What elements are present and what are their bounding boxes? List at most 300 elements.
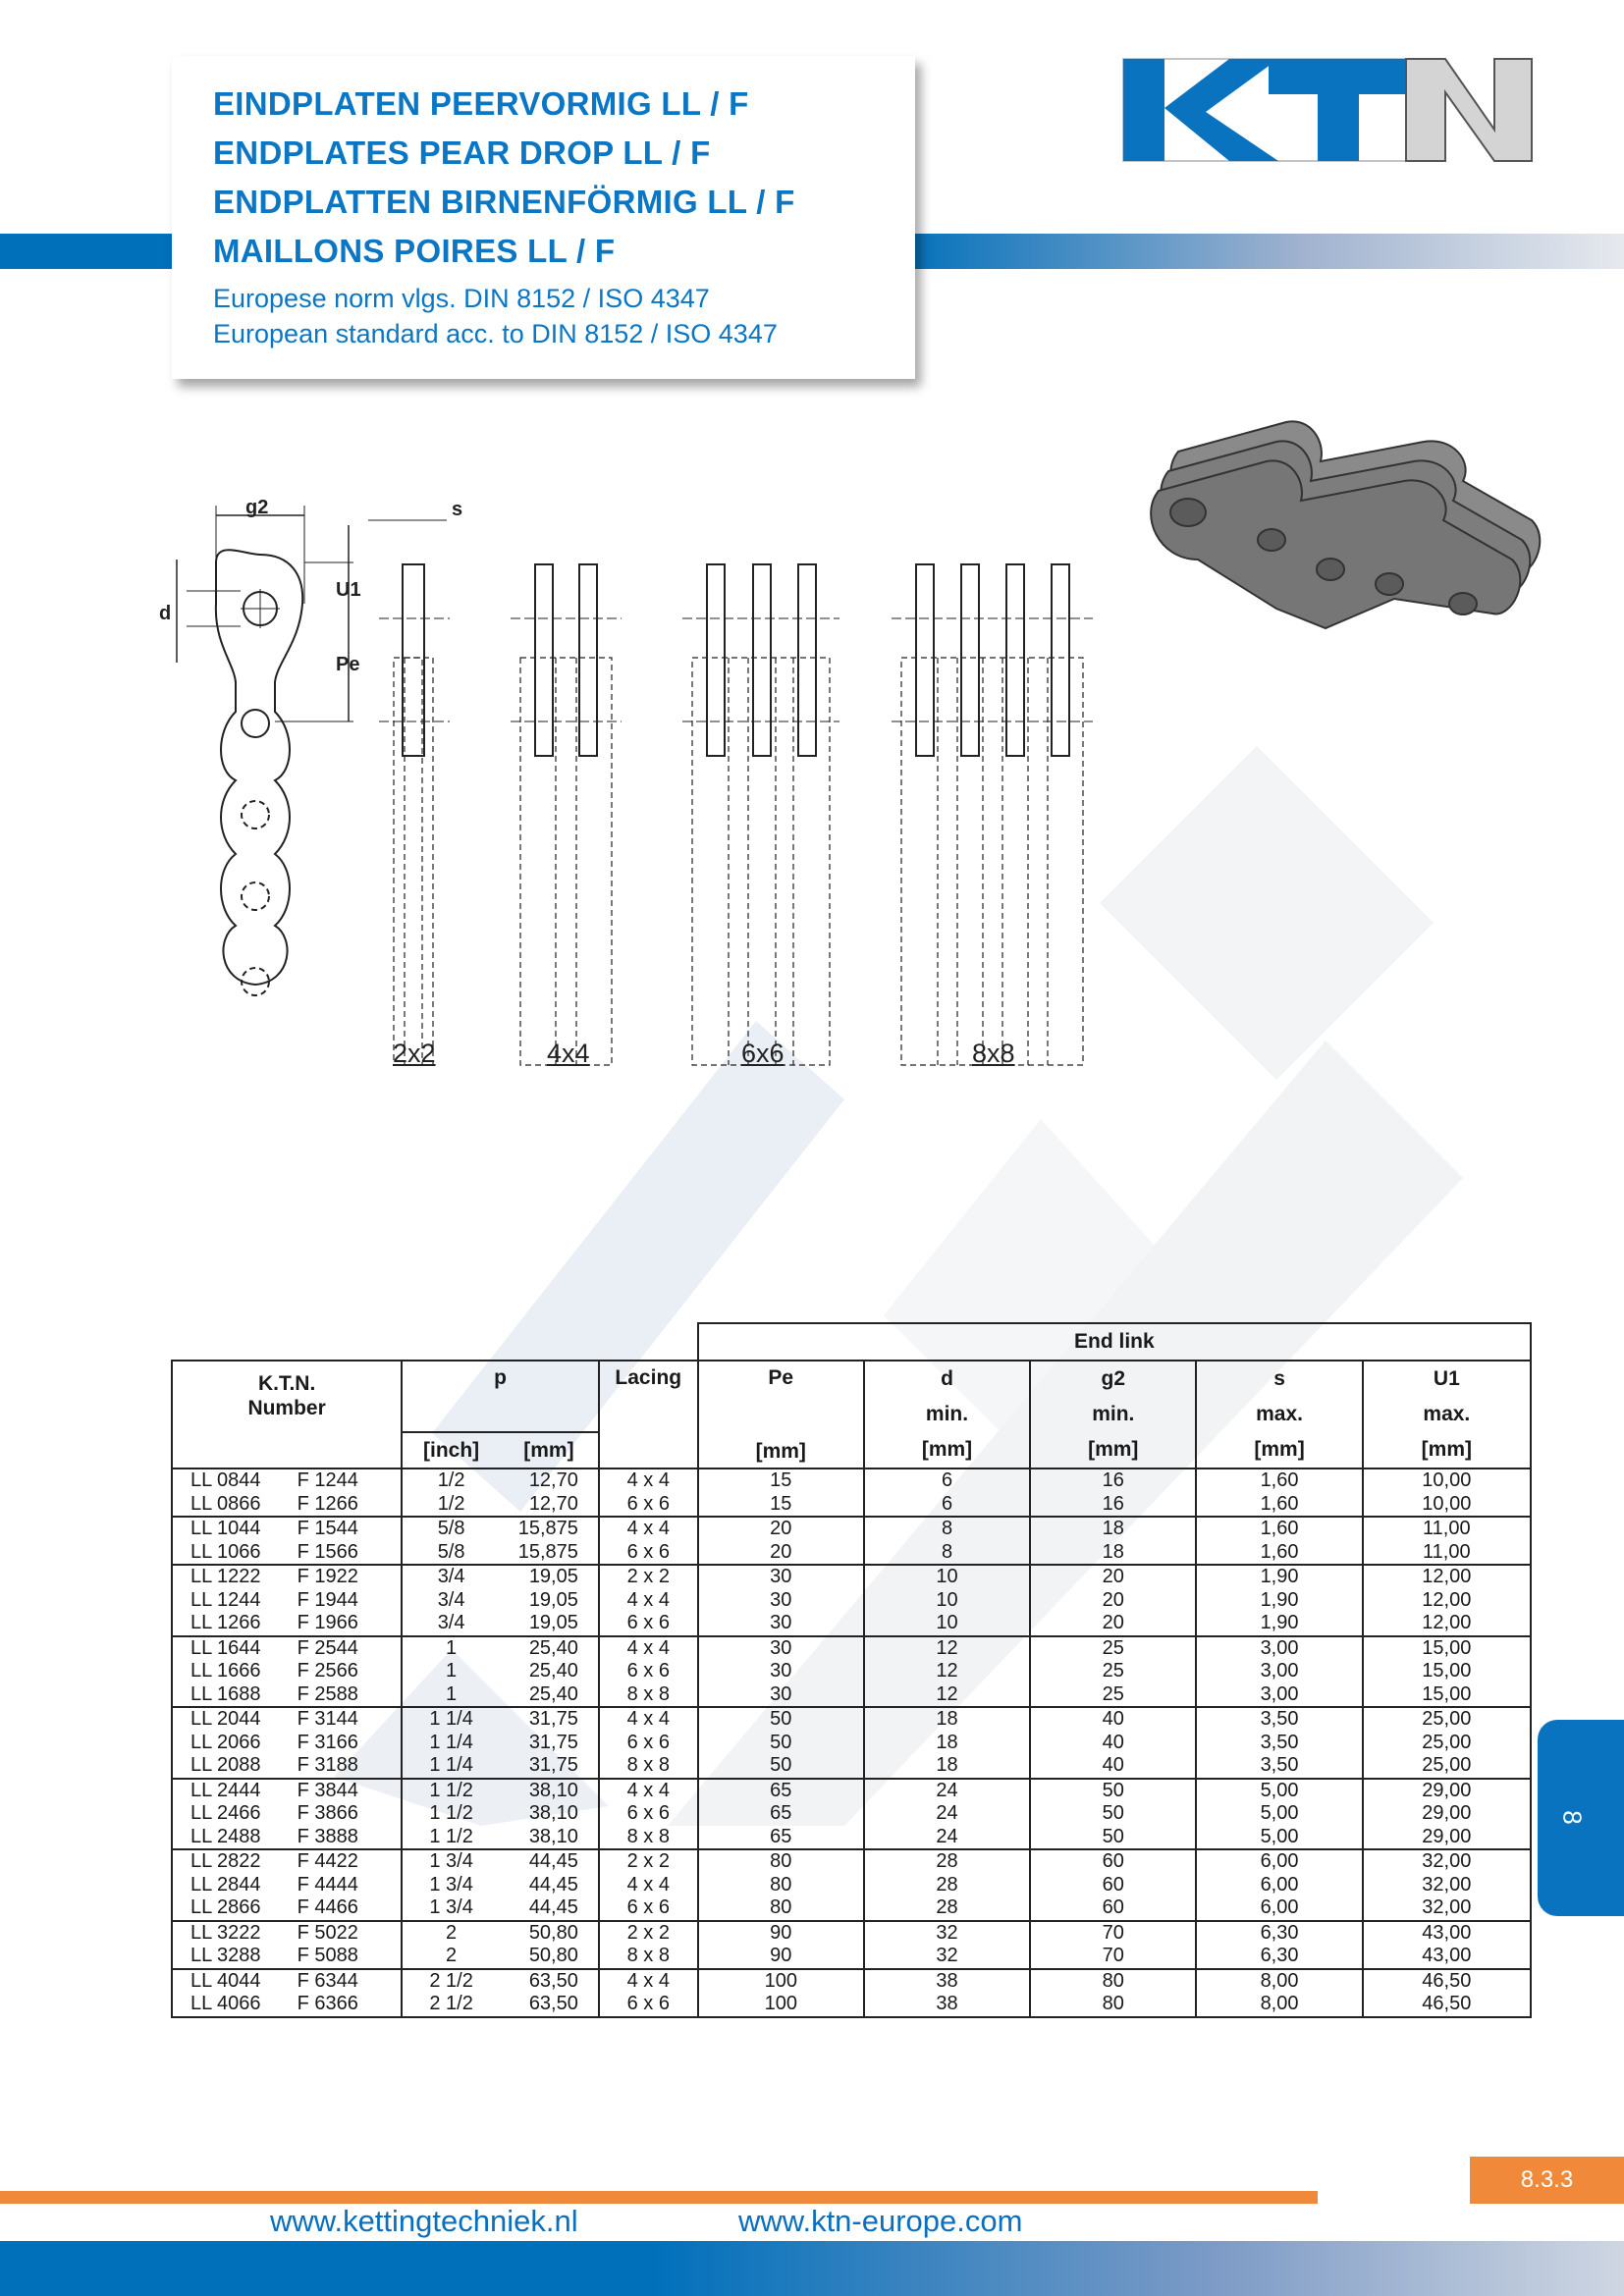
d-cell: 18	[864, 1732, 1030, 1755]
u1-cell: 46,50	[1363, 1969, 1531, 1994]
ktn-header: K.T.N.	[257, 1372, 316, 1395]
dim-u1-label: U1	[336, 579, 361, 601]
pitch-mm-cell: 63,50	[500, 1993, 599, 2017]
ktn-ll-cell: LL 1066	[172, 1541, 298, 1566]
pitch-inch-cell: 1 1/4	[402, 1732, 500, 1755]
pitch-inch-cell: 3/4	[402, 1589, 500, 1613]
ktn-f-cell: F 3888	[298, 1826, 403, 1850]
pitch-mm-cell: 50,80	[500, 1945, 599, 1969]
pe-cell: 50	[698, 1732, 864, 1755]
d-cell: 12	[864, 1636, 1030, 1661]
s-cell: 5,00	[1196, 1802, 1362, 1826]
lacing-cell: 4 x 4	[599, 1589, 698, 1613]
g2-sub-header: min.	[1092, 1403, 1135, 1425]
pe-cell: 65	[698, 1826, 864, 1850]
g2-cell: 50	[1030, 1802, 1196, 1826]
lacing-cell: 6 x 6	[599, 1541, 698, 1566]
pitch-mm-cell: 12,70	[500, 1493, 599, 1518]
chapter-tab[interactable]	[1538, 1720, 1624, 1916]
pe-cell: 30	[698, 1612, 864, 1636]
d-cell: 24	[864, 1779, 1030, 1803]
s-cell: 3,50	[1196, 1754, 1362, 1779]
pitch-inch-cell: 1 1/4	[402, 1707, 500, 1732]
standard-english: European standard acc. to DIN 8152 / ISO 4347	[213, 319, 778, 348]
lacing-label-2x2: 2x2	[393, 1039, 436, 1068]
pitch-inch-cell: 5/8	[402, 1517, 500, 1541]
lacing-label-4x4: 4x4	[547, 1039, 590, 1068]
url-kettingtechniek-link[interactable]: www.kettingtechniek.nl	[270, 2204, 578, 2238]
table-row	[172, 1636, 1531, 1661]
table-row	[172, 1541, 1531, 1566]
s-header: s	[1273, 1367, 1285, 1390]
pe-cell: 50	[698, 1754, 864, 1779]
pe-cell: 30	[698, 1589, 864, 1613]
url-ktn-europe-link[interactable]: www.ktn-europe.com	[738, 2204, 1023, 2238]
g2-cell: 20	[1030, 1589, 1196, 1613]
spec-table	[171, 1322, 1532, 2018]
table-row	[172, 1732, 1531, 1755]
lacing-cell: 8 x 8	[599, 1826, 698, 1850]
g2-cell: 18	[1030, 1517, 1196, 1541]
lacing-cell: 8 x 8	[599, 1754, 698, 1779]
number-header: Number	[247, 1397, 326, 1419]
lacing-cell: 4 x 4	[599, 1468, 698, 1493]
ktn-ll-cell: LL 2044	[172, 1707, 298, 1732]
table-row	[172, 1589, 1531, 1613]
s-cell: 1,90	[1196, 1565, 1362, 1589]
table-row	[172, 1468, 1531, 1493]
ktn-f-cell: F 1922	[298, 1565, 403, 1589]
g2-cell: 20	[1030, 1612, 1196, 1636]
pitch-inch-cell: 1/2	[402, 1468, 500, 1493]
ktn-ll-cell: LL 1044	[172, 1517, 298, 1541]
u1-cell: 10,00	[1363, 1493, 1531, 1518]
u1-cell: 25,00	[1363, 1732, 1531, 1755]
u1-cell: 12,00	[1363, 1565, 1531, 1589]
pitch-mm-cell: 12,70	[500, 1468, 599, 1493]
table-row	[172, 1921, 1531, 1946]
d-cell: 32	[864, 1921, 1030, 1946]
d-cell: 8	[864, 1517, 1030, 1541]
ktn-f-cell: F 4422	[298, 1849, 403, 1874]
u1-cell: 15,00	[1363, 1683, 1531, 1708]
chapter-tab-label: 8	[1557, 1810, 1588, 1825]
g2-cell: 25	[1030, 1636, 1196, 1661]
pe-cell: 90	[698, 1945, 864, 1969]
table-row	[172, 1779, 1531, 1803]
d-unit: [mm]	[921, 1438, 973, 1461]
pitch-inch-cell: 1 1/2	[402, 1802, 500, 1826]
pitch-inch-cell: 3/4	[402, 1612, 500, 1636]
pitch-mm-cell: 50,80	[500, 1921, 599, 1946]
table-row	[172, 1945, 1531, 1969]
u1-cell: 32,00	[1363, 1849, 1531, 1874]
ktn-ll-cell: LL 4066	[172, 1993, 298, 2017]
dim-pe-label: Pe	[336, 654, 360, 675]
pe-cell: 30	[698, 1565, 864, 1589]
lacing-cell: 8 x 8	[599, 1683, 698, 1708]
title-dutch: EINDPLATEN PEERVORMIG LL / F	[213, 85, 749, 122]
g2-cell: 50	[1030, 1779, 1196, 1803]
ktn-ll-cell: LL 2488	[172, 1826, 298, 1850]
pitch-mm-cell: 44,45	[500, 1849, 599, 1874]
ktn-f-cell: F 4444	[298, 1874, 403, 1897]
lacing-cell: 6 x 6	[599, 1732, 698, 1755]
g2-cell: 80	[1030, 1969, 1196, 1994]
ktn-ll-cell: LL 1666	[172, 1660, 298, 1683]
pe-cell: 30	[698, 1660, 864, 1683]
pitch-mm-cell: 25,40	[500, 1636, 599, 1661]
d-cell: 38	[864, 1993, 1030, 2017]
ktn-ll-cell: LL 2444	[172, 1779, 298, 1803]
s-cell: 3,00	[1196, 1660, 1362, 1683]
lacing-cell: 6 x 6	[599, 1993, 698, 2017]
ktn-ll-cell: LL 2844	[172, 1874, 298, 1897]
pe-cell: 20	[698, 1541, 864, 1566]
g2-cell: 40	[1030, 1732, 1196, 1755]
ktn-f-cell: F 1944	[298, 1589, 403, 1613]
pitch-inch-cell: 3/4	[402, 1565, 500, 1589]
ktn-f-cell: F 6366	[298, 1993, 403, 2017]
table-row	[172, 1754, 1531, 1779]
pe-cell: 65	[698, 1802, 864, 1826]
s-cell: 8,00	[1196, 1969, 1362, 1994]
title-english: ENDPLATES PEAR DROP LL / F	[213, 134, 711, 171]
ktn-ll-cell: LL 2822	[172, 1849, 298, 1874]
pe-cell: 50	[698, 1707, 864, 1732]
standard-dutch: Europese norm vlgs. DIN 8152 / ISO 4347	[213, 284, 710, 313]
s-cell: 6,00	[1196, 1874, 1362, 1897]
page-number: 8.3.3	[1470, 2157, 1624, 2204]
u1-cell: 11,00	[1363, 1517, 1531, 1541]
s-cell: 8,00	[1196, 1993, 1362, 2017]
u1-cell: 15,00	[1363, 1636, 1531, 1661]
s-cell: 1,90	[1196, 1589, 1362, 1613]
end-link-header: End link	[698, 1323, 1531, 1361]
table-row	[172, 1565, 1531, 1589]
lacing-cell: 4 x 4	[599, 1874, 698, 1897]
table-row	[172, 1849, 1531, 1874]
s-cell: 1,90	[1196, 1612, 1362, 1636]
u1-cell: 11,00	[1363, 1541, 1531, 1566]
u1-cell: 10,00	[1363, 1468, 1531, 1493]
pitch-inch-cell: 1	[402, 1636, 500, 1661]
ktn-f-cell: F 1266	[298, 1493, 403, 1518]
pitch-mm-cell: 15,875	[500, 1541, 599, 1566]
dim-g2-label: g2	[245, 497, 269, 518]
d-cell: 6	[864, 1493, 1030, 1518]
dim-d-label: d	[159, 603, 172, 624]
g2-cell: 25	[1030, 1683, 1196, 1708]
g2-cell: 25	[1030, 1660, 1196, 1683]
d-cell: 32	[864, 1945, 1030, 1969]
s-cell: 6,00	[1196, 1849, 1362, 1874]
lacing-cell: 6 x 6	[599, 1660, 698, 1683]
ktn-f-cell: F 2544	[298, 1636, 403, 1661]
s-cell: 6,30	[1196, 1921, 1362, 1946]
g2-header: g2	[1101, 1367, 1126, 1390]
d-cell: 10	[864, 1589, 1030, 1613]
s-cell: 6,00	[1196, 1896, 1362, 1921]
ktn-ll-cell: LL 4044	[172, 1969, 298, 1994]
pitch-mm-cell: 63,50	[500, 1969, 599, 1994]
pitch-mm-cell: 31,75	[500, 1732, 599, 1755]
ktn-f-cell: F 1244	[298, 1468, 403, 1493]
g2-cell: 80	[1030, 1993, 1196, 2017]
ktn-ll-cell: LL 2866	[172, 1896, 298, 1921]
ktn-logo	[1121, 53, 1534, 167]
lacing-cell: 6 x 6	[599, 1612, 698, 1636]
lacing-label-6x6: 6x6	[741, 1039, 785, 1068]
ktn-f-cell: F 3844	[298, 1779, 403, 1803]
table-row	[172, 1826, 1531, 1850]
g2-cell: 16	[1030, 1493, 1196, 1518]
table-row	[172, 1493, 1531, 1518]
s-cell: 1,60	[1196, 1517, 1362, 1541]
d-cell: 38	[864, 1969, 1030, 1994]
ktn-f-cell: F 4466	[298, 1896, 403, 1921]
d-cell: 12	[864, 1683, 1030, 1708]
s-cell: 3,00	[1196, 1683, 1362, 1708]
footer-band	[0, 2241, 1624, 2296]
ktn-ll-cell: LL 2466	[172, 1802, 298, 1826]
pe-cell: 100	[698, 1993, 864, 2017]
s-sub-header: max.	[1256, 1403, 1303, 1425]
table-row	[172, 1707, 1531, 1732]
lacing-header: Lacing	[599, 1361, 698, 1468]
d-header: d	[941, 1367, 953, 1390]
dim-s-label: s	[452, 499, 463, 520]
pe-cell: 65	[698, 1779, 864, 1803]
g2-cell: 20	[1030, 1565, 1196, 1589]
d-cell: 28	[864, 1874, 1030, 1897]
ktn-ll-cell: LL 0844	[172, 1468, 298, 1493]
pitch-mm-cell: 38,10	[500, 1826, 599, 1850]
pe-cell: 15	[698, 1493, 864, 1518]
d-cell: 10	[864, 1565, 1030, 1589]
pitch-inch-cell: 1 3/4	[402, 1896, 500, 1921]
ktn-f-cell: F 2588	[298, 1683, 403, 1708]
u1-cell: 43,00	[1363, 1921, 1531, 1946]
ktn-f-cell: F 6344	[298, 1969, 403, 1994]
d-cell: 8	[864, 1541, 1030, 1566]
lacing-cell: 2 x 2	[599, 1849, 698, 1874]
title-german: ENDPLATTEN BIRNENFÖRMIG LL / F	[213, 184, 795, 220]
lacing-cell: 2 x 2	[599, 1565, 698, 1589]
table-row	[172, 1874, 1531, 1897]
s-cell: 1,60	[1196, 1493, 1362, 1518]
table-row	[172, 1517, 1531, 1541]
d-cell: 10	[864, 1612, 1030, 1636]
pe-unit: [mm]	[755, 1440, 806, 1463]
u1-cell: 29,00	[1363, 1802, 1531, 1826]
pitch-inch-cell: 1 3/4	[402, 1874, 500, 1897]
pitch-mm-cell: 31,75	[500, 1754, 599, 1779]
lacing-cell: 8 x 8	[599, 1945, 698, 1969]
table-row	[172, 1802, 1531, 1826]
leaf-chain-illustration	[1139, 402, 1542, 667]
pe-cell: 20	[698, 1517, 864, 1541]
u1-unit: [mm]	[1421, 1438, 1472, 1461]
pitch-inch-cell: 1/2	[402, 1493, 500, 1518]
ktn-ll-cell: LL 2066	[172, 1732, 298, 1755]
pe-cell: 30	[698, 1636, 864, 1661]
s-cell: 3,50	[1196, 1732, 1362, 1755]
ktn-f-cell: F 3144	[298, 1707, 403, 1732]
pe-cell: 15	[698, 1468, 864, 1493]
g2-cell: 60	[1030, 1896, 1196, 1921]
u1-cell: 12,00	[1363, 1612, 1531, 1636]
s-cell: 6,30	[1196, 1945, 1362, 1969]
u1-cell: 29,00	[1363, 1779, 1531, 1803]
pe-header: Pe	[768, 1366, 794, 1389]
lacing-cell: 4 x 4	[599, 1779, 698, 1803]
g2-unit: [mm]	[1088, 1438, 1139, 1461]
g2-cell: 60	[1030, 1874, 1196, 1897]
ktn-ll-cell: LL 3222	[172, 1921, 298, 1946]
u1-cell: 32,00	[1363, 1874, 1531, 1897]
ktn-ll-cell: LL 1688	[172, 1683, 298, 1708]
table-row	[172, 1612, 1531, 1636]
d-cell: 18	[864, 1707, 1030, 1732]
pe-cell: 90	[698, 1921, 864, 1946]
pitch-mm-cell: 25,40	[500, 1683, 599, 1708]
g2-cell: 70	[1030, 1945, 1196, 1969]
pitch-inch-cell: 1	[402, 1660, 500, 1683]
s-cell: 1,60	[1196, 1541, 1362, 1566]
ktn-f-cell: F 5022	[298, 1921, 403, 1946]
ktn-ll-cell: LL 1644	[172, 1636, 298, 1661]
s-cell: 1,60	[1196, 1468, 1362, 1493]
end-link-drawing	[147, 486, 1110, 1085]
table-row	[172, 1969, 1531, 1994]
ktn-f-cell: F 3866	[298, 1802, 403, 1826]
u1-cell: 46,50	[1363, 1993, 1531, 2017]
pitch-inch-cell: 2 1/2	[402, 1993, 500, 2017]
table-row	[172, 1683, 1531, 1708]
ktn-f-cell: F 1544	[298, 1517, 403, 1541]
d-cell: 28	[864, 1896, 1030, 1921]
pitch-mm-cell: 15,875	[500, 1517, 599, 1541]
pitch-mm-cell: 19,05	[500, 1612, 599, 1636]
lacing-cell: 2 x 2	[599, 1921, 698, 1946]
lacing-cell: 4 x 4	[599, 1636, 698, 1661]
table-row	[172, 1993, 1531, 2017]
pitch-mm-cell: 19,05	[500, 1589, 599, 1613]
u1-cell: 15,00	[1363, 1660, 1531, 1683]
lacing-cell: 4 x 4	[599, 1969, 698, 1994]
u1-cell: 43,00	[1363, 1945, 1531, 1969]
pe-cell: 80	[698, 1849, 864, 1874]
g2-cell: 60	[1030, 1849, 1196, 1874]
ktn-ll-cell: LL 2088	[172, 1754, 298, 1779]
title-french: MAILLONS POIRES LL / F	[213, 233, 616, 269]
pitch-header: p	[402, 1361, 599, 1432]
pe-cell: 80	[698, 1896, 864, 1921]
u1-cell: 25,00	[1363, 1754, 1531, 1779]
pitch-inch-cell: 2	[402, 1921, 500, 1946]
g2-cell: 40	[1030, 1754, 1196, 1779]
ktn-ll-cell: LL 1266	[172, 1612, 298, 1636]
u1-cell: 12,00	[1363, 1589, 1531, 1613]
s-unit: [mm]	[1254, 1438, 1305, 1461]
s-cell: 3,00	[1196, 1636, 1362, 1661]
pitch-inch-cell: 1 1/2	[402, 1826, 500, 1850]
pitch-mm-cell: 44,45	[500, 1874, 599, 1897]
ktn-ll-cell: LL 1222	[172, 1565, 298, 1589]
ktn-f-cell: F 5088	[298, 1945, 403, 1969]
lacing-label-8x8: 8x8	[972, 1039, 1015, 1068]
ktn-ll-cell: LL 0866	[172, 1493, 298, 1518]
g2-cell: 50	[1030, 1826, 1196, 1850]
pe-cell: 30	[698, 1683, 864, 1708]
lacing-cell: 4 x 4	[599, 1517, 698, 1541]
pitch-mm-cell: 25,40	[500, 1660, 599, 1683]
lacing-cell: 6 x 6	[599, 1493, 698, 1518]
ktn-f-cell: F 1966	[298, 1612, 403, 1636]
d-cell: 12	[864, 1660, 1030, 1683]
pitch-mm-cell: 44,45	[500, 1896, 599, 1921]
u1-cell: 25,00	[1363, 1707, 1531, 1732]
header-box	[172, 56, 915, 379]
g2-cell: 70	[1030, 1921, 1196, 1946]
pitch-inch-cell: 2 1/2	[402, 1969, 500, 1994]
p-inch-header: [inch]	[402, 1432, 500, 1468]
pe-cell: 100	[698, 1969, 864, 1994]
pitch-inch-cell: 1 1/2	[402, 1779, 500, 1803]
pitch-inch-cell: 1 3/4	[402, 1849, 500, 1874]
lacing-cell: 4 x 4	[599, 1707, 698, 1732]
ktn-ll-cell: LL 1244	[172, 1589, 298, 1613]
ktn-f-cell: F 2566	[298, 1660, 403, 1683]
lacing-cell: 6 x 6	[599, 1802, 698, 1826]
pitch-mm-cell: 19,05	[500, 1565, 599, 1589]
s-cell: 5,00	[1196, 1826, 1362, 1850]
pitch-mm-cell: 31,75	[500, 1707, 599, 1732]
pitch-inch-cell: 1 1/4	[402, 1754, 500, 1779]
g2-cell: 18	[1030, 1541, 1196, 1566]
pitch-mm-cell: 38,10	[500, 1802, 599, 1826]
ktn-f-cell: F 3166	[298, 1732, 403, 1755]
pitch-mm-cell: 38,10	[500, 1779, 599, 1803]
d-sub-header: min.	[925, 1403, 969, 1425]
pitch-inch-cell: 5/8	[402, 1541, 500, 1566]
d-cell: 18	[864, 1754, 1030, 1779]
s-cell: 3,50	[1196, 1707, 1362, 1732]
u1-cell: 29,00	[1363, 1826, 1531, 1850]
u1-cell: 32,00	[1363, 1896, 1531, 1921]
pe-cell: 80	[698, 1874, 864, 1897]
table-row	[172, 1660, 1531, 1683]
d-cell: 28	[864, 1849, 1030, 1874]
s-cell: 5,00	[1196, 1779, 1362, 1803]
ktn-ll-cell: LL 3288	[172, 1945, 298, 1969]
p-mm-header: [mm]	[500, 1432, 599, 1468]
g2-cell: 16	[1030, 1468, 1196, 1493]
u1-sub-header: max.	[1423, 1403, 1471, 1425]
lacing-cell: 6 x 6	[599, 1896, 698, 1921]
pitch-inch-cell: 2	[402, 1945, 500, 1969]
d-cell: 24	[864, 1826, 1030, 1850]
d-cell: 6	[864, 1468, 1030, 1493]
ktn-f-cell: F 1566	[298, 1541, 403, 1566]
d-cell: 24	[864, 1802, 1030, 1826]
g2-cell: 40	[1030, 1707, 1196, 1732]
u1-header: U1	[1433, 1367, 1460, 1390]
footer-orange-line	[0, 2191, 1318, 2204]
table-row	[172, 1896, 1531, 1921]
ktn-f-cell: F 3188	[298, 1754, 403, 1779]
